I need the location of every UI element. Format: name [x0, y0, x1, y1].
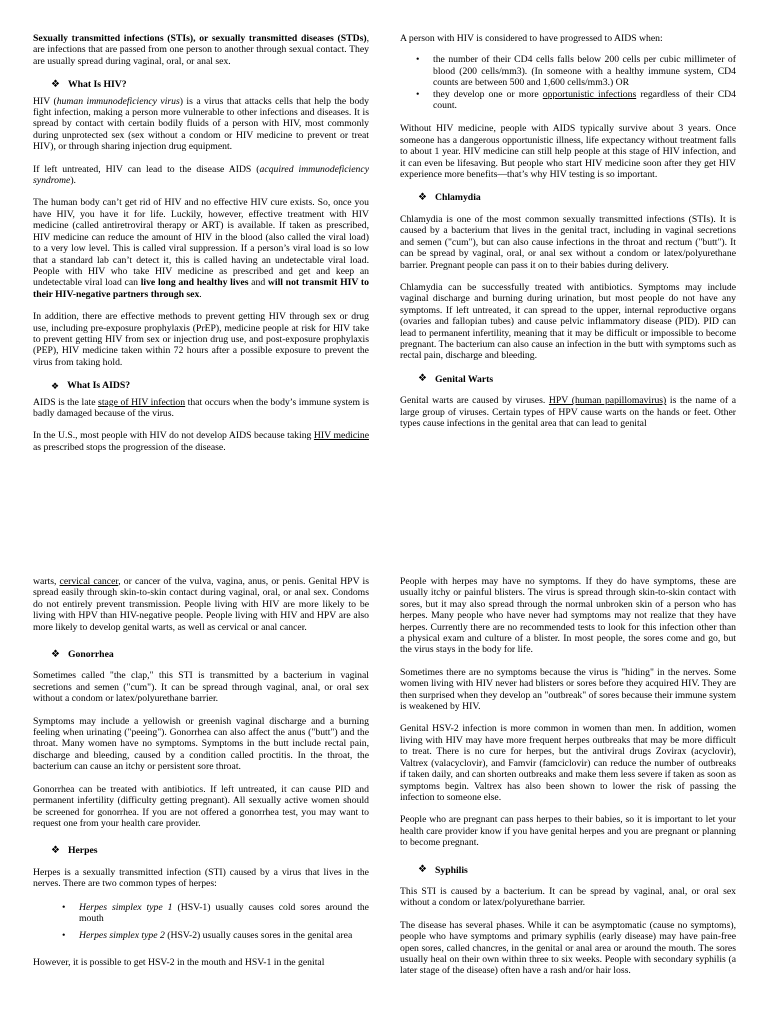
heading-text: What Is AIDS? [67, 380, 131, 392]
section-heading-what-is-aids [51, 380, 369, 391]
gonorrhea-paragraph-1: Sometimes called "the clap," this STI is transmitted by a bacterium in vaginal secretions and semen ("cum"). It can be spread through vaginal, anal, or oral sex without a condom or latex/polyurethane barrier. [33, 670, 369, 705]
herpes-paragraph-3: Sometimes there are no symptoms because the virus is "hiding" in the nerves. Some women living with HIV never had blisters or sores before they acquired HIV. They are then surprised when they develop an "outbreak" of sores because their immune system is weakened by HIV. [400, 666, 736, 713]
page2-right-column [400, 576, 736, 1024]
heading-text: Gonorrhea [67, 649, 114, 661]
chlamydia-paragraph-1: Chlamydia is one of the most common sexually transmitted infections (STIs). It is caused by a bacterium that lives in the genital tract, including in vaginal secretions and semen ("cum"), but can also cause infections in the throat and rectum ("butt"). It can be spread by vaginal, oral, or anal sex without a condom or latex/polyurethane barrier. Pregnant people can pass it on to their babies during delivery. [400, 213, 736, 271]
italic-term: human immunodeficiency virus [56, 95, 180, 107]
italic-term: Herpes simplex type 1 [79, 901, 173, 913]
list-item [433, 89, 736, 112]
diamond-bullet-icon: ❖ [51, 648, 60, 660]
bold-text: will not transmit HIV to their HIV-negative partners through sex [33, 277, 369, 300]
text: In the U.S., most people with HIV do not develop AIDS because taking [33, 430, 314, 442]
section-heading-chlamydia [418, 192, 736, 203]
aids-criteria-intro: A person with HIV is considered to have progressed to AIDS when: [400, 33, 663, 44]
text: they develop one or more [433, 88, 543, 100]
hpv-link[interactable]: HPV (human papillomavirus) [548, 395, 667, 407]
herpes-paragraph-4: Genital HSV-2 infection is more common in women than men. In addition, women living with HIV may have more frequent herpes outbreaks that may be more difficult to treat. There is no cure for herpes, but the antiviral drugs Zovirax (acyclovir), Valtrex (valacyclovir), and Famvir (famciclovir) can reduce the number of outbreaks if taken daily, and can shorten outbreaks and make them less severe if taken as soon as symptoms begin. Valtrex has also been shown to lower the risk of passing the infection to someone else. [400, 723, 736, 803]
italic-term: acquired immunodeficiency syndrome [33, 163, 369, 187]
section-heading-herpes [51, 845, 369, 856]
gonorrhea-paragraph-2: Symptoms may include a yellowish or greenish vaginal discharge and a burning feeling when urinating ("peeing"). Gonorrhea can also affect the anus ("butt") and the throat. Many women have no symptoms. Symptoms in the butt include rectal pain, discharge and bleeding, caused by a condition called proctitis. In the throat, the bacterium can cause an itchy or persistent sore throat. [33, 715, 369, 773]
four-point-star-icon: ❖ [51, 380, 60, 391]
section-heading-syphilis [418, 865, 736, 876]
section-heading-genital-warts [418, 374, 736, 385]
text: HIV ( [33, 95, 57, 107]
syphilis-paragraph-2: The disease has several phases. While it can be asymptomatic (cause no symptoms), people who have symptoms and primary syphilis (early disease) may have pain-free open sores, called chancres, in the genital or anal area or around the mouth. The sores usually heal on their own within three to six weeks. People with secondary syphilis (a later stage of the disease) often have a rash and/or hair loss. [400, 919, 736, 977]
bold-text: live long and healthy lives [140, 277, 249, 289]
text: ) is a virus that attacks cells that help the body fight infection, making a person more vulnerable to other infections and diseases. It is spread by contact with certain bodily fluids of a person with HIV, most commonly during unprotected sex (sex without a condom or HIV medicine to prevent or treat HIV), or through sharing injection drug equipment. [33, 95, 369, 153]
herpes-paragraph-1: Herpes is a sexually transmitted infection (STI) caused by a virus that lives in the nerves. There are two common types of herpes: [33, 866, 369, 890]
text: ). [70, 175, 76, 187]
genital-warts-continued [33, 576, 369, 633]
gonorrhea-paragraph-3: Gonorrhea can be treated with antibiotics. If left untreated, it can cause PID and permanent infertility (difficulty getting pregnant). All sexually active women should be screened for gonorrhea. If you are not offered a gonorrhea test, you may want to request one from your health care provider. [33, 783, 369, 829]
chlamydia-paragraph-2: Chlamydia can be successfully treated with antibiotics. Symptoms may include vaginal discharge and burning during urination, but most people do not have any symptoms. If left untreated, it can spread to the upper, internal reproductive organs (ovaries and fallopian tubes) and cause pelvic inflammatory disease (PID). PID can lead to permanent infertility, meaning that it may be difficult or impossible to become pregnant. The bacterium can also cause an infection in the butt with symptoms such as rectal pain, discharge and bleeding. [400, 281, 736, 362]
text: If left untreated, HIV can lead to the disease AIDS ( [33, 163, 260, 175]
text: that occurs when the body’s immune system is badly damaged because of the virus. [33, 396, 369, 419]
list-item [433, 54, 736, 88]
text: is the name of a large group of viruses. Certain types of HPV cause warts on the hands or feet. Other types cause infections in the genital area that can lead to genital [400, 395, 736, 429]
italic-term: Herpes simplex type 2 [79, 930, 165, 942]
text: (HSV-2) usually causes sores in the genital area [164, 930, 353, 942]
text: regardless of their CD4 count. [433, 88, 736, 112]
page1-left-column [33, 33, 369, 511]
text: as prescribed stops the progression of the disease. [33, 441, 226, 453]
diamond-bullet-icon: ❖ [51, 78, 60, 90]
page1-right-column [400, 33, 736, 511]
herpes-paragraph-cut: However, it is possible to get HSV-2 in the mouth and HSV-1 in the genital [33, 956, 325, 968]
text: , or cancer of the vulva, vagina, anus, or penis. Genital HPV is spread easily through skin-to-skin contact during vaginal, oral, or anal sex. Condoms do not entirely prevent transmission. People living with HIV are more likely to be living with HPV than HIV-negative people. People living with HIV and HPV are also more likely to develop genital warts, as well as cervical or anal cancer. [33, 576, 369, 633]
opportunistic-infections-link[interactable]: opportunistic infections [542, 88, 637, 100]
hiv-paragraph-4: In addition, there are effective methods to prevent getting HIV through sex or drug use, including pre-exposure prophylaxis (PrEP), medicine people at risk for HIV take to prevent getting HIV from sex or injection drug use, and post-exposure prophylaxis (PEP), HIV medicine taken within 72 hours after a possible exposure to prevent the virus from taking hold. [33, 311, 369, 368]
text: warts, [33, 576, 60, 587]
section-heading-what-is-hiv [51, 79, 369, 90]
diamond-bullet-icon: ❖ [418, 373, 427, 385]
diamond-bullet-icon: ❖ [51, 845, 60, 857]
aids-criteria-list [400, 54, 736, 111]
aids-paragraph-2 [33, 430, 369, 453]
diamond-bullet-icon: ❖ [418, 192, 427, 204]
heading-text: What Is HIV? [67, 79, 127, 91]
sti-term: Sexually transmitted infections (STIs), or sexually transmitted diseases (STDs) [33, 33, 367, 44]
list-item [79, 902, 369, 925]
hiv-paragraph-2 [33, 164, 369, 187]
hiv-medicine-link[interactable]: HIV medicine [313, 430, 369, 442]
genital-warts-paragraph-1 [400, 395, 736, 429]
sti-intro-text: , are infections that are passed from one person to another through sexual contact. They are usually spread during vaginal, oral, or anal sex. [33, 33, 369, 67]
cervical-cancer-link[interactable]: cervical cancer [59, 576, 119, 587]
text: and [248, 277, 268, 289]
list-item [79, 930, 369, 941]
heading-text: Herpes [67, 845, 98, 857]
aids-paragraph-3: Without HIV medicine, people with AIDS typically survive about 3 years. Once someone has a dangerous opportunistic illness, life expectancy without treatment falls to about 1 year. HIV medicine can still help people at this stage of HIV infection, and it can even be lifesaving. But people who start HIV medicine soon after they get HIV experience more benefits—that’s why HIV testing is so important. [400, 123, 736, 181]
syphilis-paragraph-1: This STI is caused by a bacterium. It can be spread by vaginal, anal, or oral sex without a condom or latex/polyurethane barrier. [400, 885, 736, 909]
text: the number of their CD4 cells falls below 200 cells per cubic millimeter of blood (200 cells/mm3). (In someone with a healthy immune system, CD4 counts are between 500 and 1,600 cells/mm3.) OR [433, 54, 736, 89]
sti-intro-paragraph [33, 33, 369, 67]
diamond-bullet-icon: ❖ [418, 864, 427, 876]
hiv-paragraph-3 [33, 197, 369, 300]
aids-paragraph-1 [33, 397, 369, 420]
page2-left-column [33, 576, 369, 1024]
text: Genital warts are caused by viruses. [400, 395, 549, 407]
heading-text: Syphilis [434, 864, 468, 876]
text: The human body can’t get rid of HIV and no effective HIV cure exists. So, once you have HIV, you have it for life. Luckily, however, effective treatment with HIV medicine (called antiretroviral therapy or ART) is available. If taken as prescribed, HIV medicine can reduce the amount of HIV in the blood (also called the viral load) to a very low level. This is called viral suppression. If a person’s viral load is so low that a standard lab can’t detect it, this is called having an undetectable viral load. People with HIV who take HIV medicine as prescribed and get and keep an undetectable viral load can [33, 197, 369, 289]
herpes-paragraph-5: People who are pregnant can pass herpes to their babies, so it is important to let your health care provider know if you have genital herpes and you are pregnant or planning to become pregnant. [400, 814, 736, 849]
text: AIDS is the late [33, 396, 99, 408]
herpes-paragraph-2: People with herpes may have no symptoms. If they do have symptoms, these are usually itchy or painful blisters. The virus is spread through skin-to-skin contact with sores, but it may also spread through the normal unbroken skin of a person who has herpes. Many people who have never had symptoms may not realize that they have herpes. Currently there are no recommended tests to look for this infection other than a physical exam and culture of a blister. In most people, the sores come and go, but the virus stays in the body for life. [400, 576, 736, 656]
text: (HSV-1) usually causes cold sores around the mouth [79, 901, 369, 924]
heading-text: Genital Warts [434, 373, 494, 385]
heading-text: Chlamydia [434, 192, 481, 204]
stage-of-hiv-link[interactable]: stage of HIV infection [98, 396, 186, 408]
herpes-types-list [33, 902, 369, 942]
text: . [199, 288, 202, 300]
section-heading-gonorrhea [51, 649, 369, 660]
hiv-paragraph-1 [33, 96, 369, 153]
